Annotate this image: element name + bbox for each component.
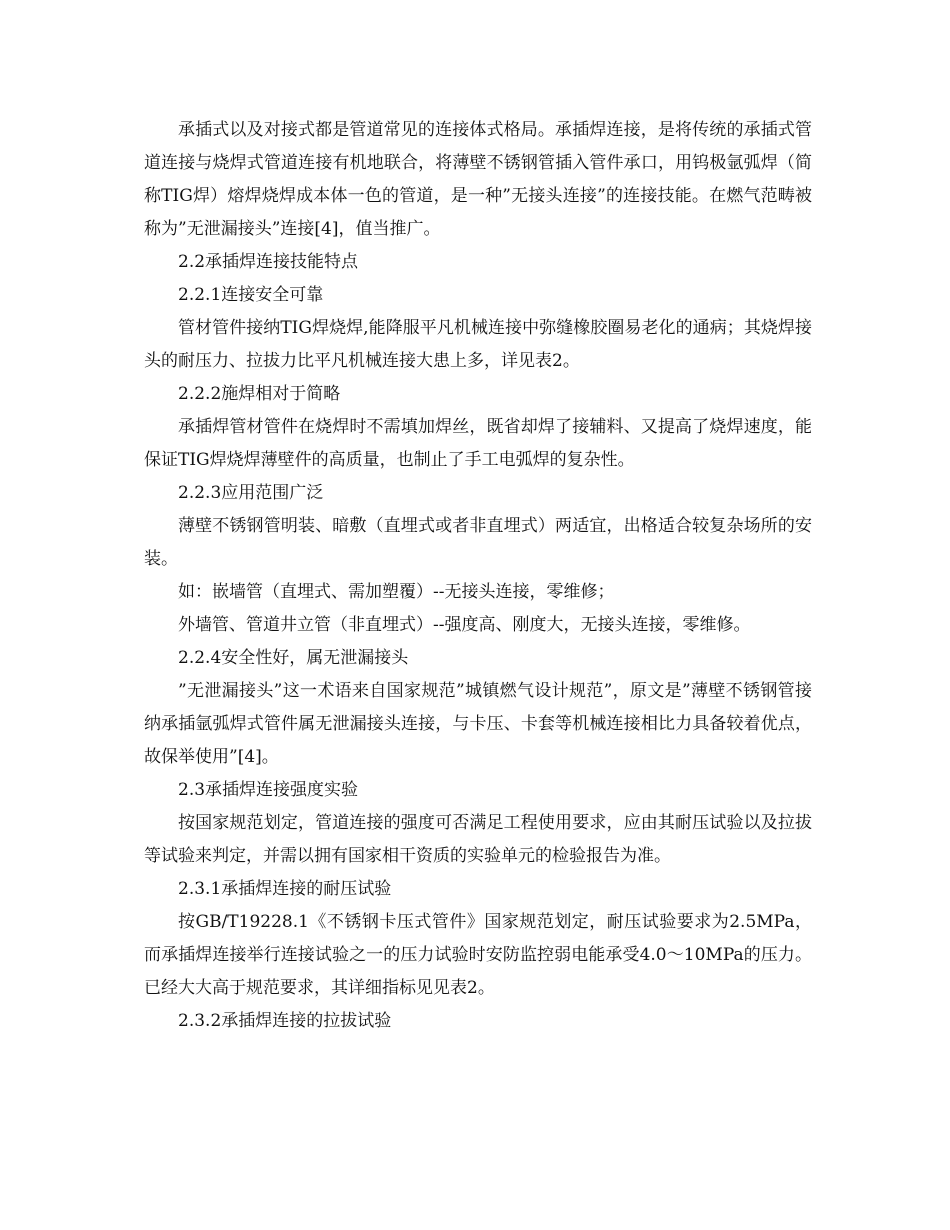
section-heading-2-2: 2.2承插焊连接技能特点 [178,252,359,272]
example-line-embedded: 如：嵌墙管（直埋式、需加塑覆）--无接头连接，零维修； [178,582,615,602]
section-heading-2-2-2: 2.2.2施焊相对于简略 [178,384,341,404]
paragraph-intro: 承插式以及对接式都是管道常见的连接体式格局。承插焊连接，是将传统的承插式管道连接与烧焊式管道连接有机地联合，将薄壁不锈钢管插入管件承口，用钨极氩弧焊（简称TIG焊）熔焊烧焊成本体一色的管道，是一种”无接头连接”的连接技能。在燃气范畴被称为”无泄漏接头”连接[4]，值当推广。 [144,120,812,239]
example-line-external: 外墙管、管道井立管（非直埋式）--强度高、刚度大，无接头连接，零维修。 [178,615,751,635]
paragraph-2-2-3: 薄壁不锈钢管明装、暗敷（直埋式或者非直埋式）两适宜，出格适合较复杂场所的安装。 [144,516,812,569]
section-heading-2-2-3: 2.2.3应用范围广泛 [178,483,324,503]
section-heading-2-2-1: 2.2.1连接安全可靠 [178,285,324,305]
paragraph-2-2-4: ”无泄漏接头”这一术语来自国家规范”城镇燃气设计规范”，原文是”薄壁不锈钢管接纳承插氩弧焊式管件属无泄漏接头连接，与卡压、卡套等机械连接相比力具备较着优点，故保举使用”[4]。 [144,681,812,767]
paragraph-2-2-2: 承插焊管材管件在烧焊时不需填加焊丝，既省却焊了接辅料、又提高了烧焊速度，能保证TIG焊烧焊薄壁件的高质量，也制止了手工电弧焊的复杂性。 [144,417,812,470]
paragraph-2-2-1: 管材管件接纳TIG焊烧焊,能降服平凡机械连接中弥缝橡胶圈易老化的通病；其烧焊接头的耐压力、拉拔力比平凡机械连接大患上多，详见表2。 [144,318,812,371]
paragraph-2-3-1: 按GB/T19228.1《不锈钢卡压式管件》国家规范划定，耐压试验要求为2.5MPa，而承插焊连接举行连接试验之一的压力试验时安防监控弱电能承受4.0～10MPa的压力。已经大大高于规范要求，其详细指标见见表2。 [144,912,812,998]
section-heading-2-3-1: 2.3.1承插焊连接的耐压试验 [178,879,392,899]
document-body [144,114,812,1038]
section-heading-2-3-2: 2.3.2承插焊连接的拉拔试验 [178,1011,392,1031]
section-heading-2-2-4: 2.2.4安全性好，属无泄漏接头 [178,648,409,668]
section-heading-2-3: 2.3承插焊连接强度实验 [178,780,359,800]
paragraph-2-3: 按国家规范划定，管道连接的强度可否满足工程使用要求，应由其耐压试验以及拉拔等试验来判定，并需以拥有国家相干资质的实验单元的检验报告为准。 [144,813,812,866]
